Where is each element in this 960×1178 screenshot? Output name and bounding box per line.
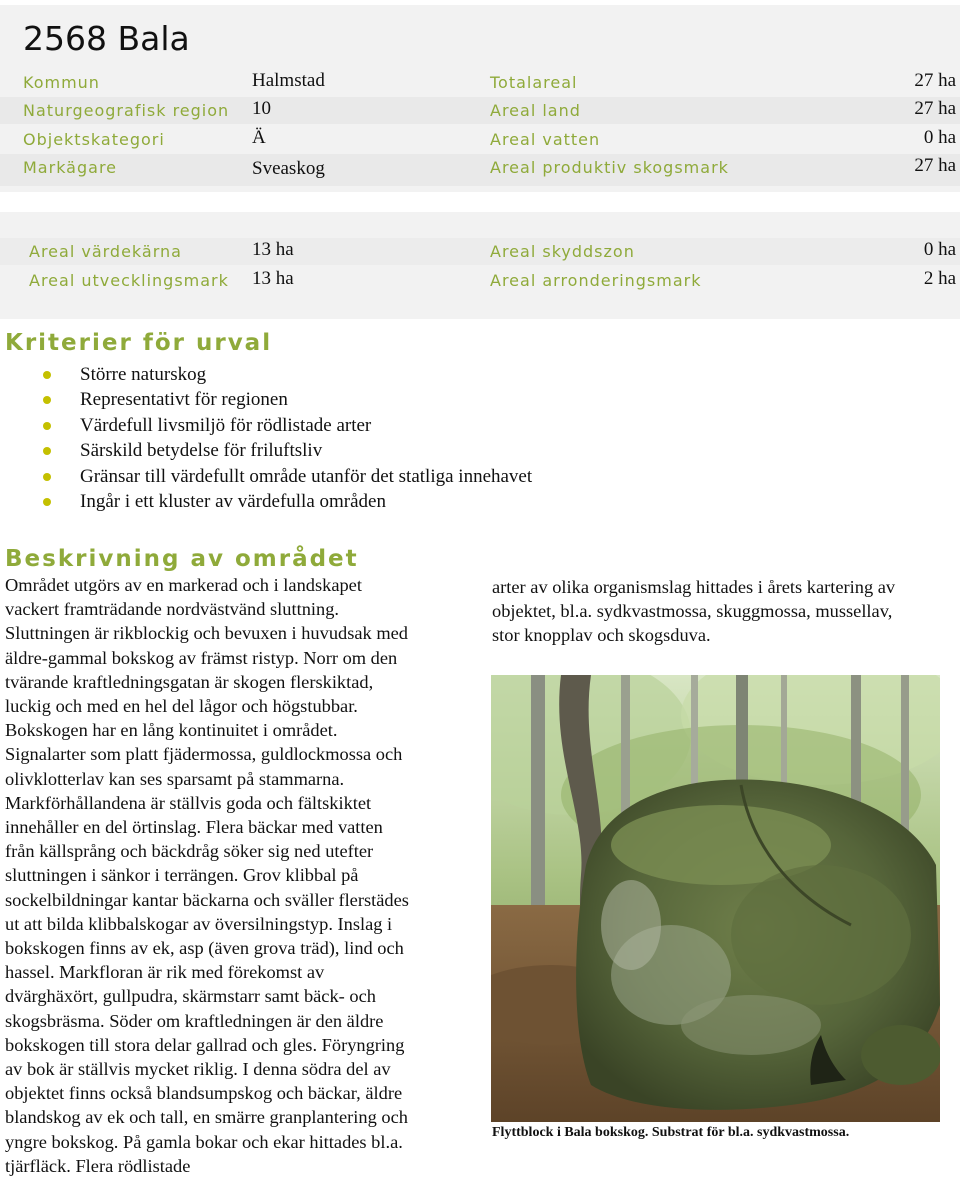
description-line: objektet finns också blandsumpskog och bäckar, äldre [5, 1083, 403, 1104]
info-value: Halmstad [252, 70, 325, 91]
info-label: Areal vatten [490, 130, 601, 149]
area-value: 2 ha [923, 268, 956, 289]
description-line: arter av olika organismslag hittades i årets kartering av [492, 577, 896, 597]
description-line: luckig och med en hel del lågor och högstubbar. [5, 696, 358, 717]
description-line: ut att bilda klibbalskogar av översilningstyp. Inslag i [5, 913, 393, 934]
description-heading: Beskrivning av området [5, 546, 359, 572]
description-line: objektet, bl.a. sydkvastmossa, skuggmossa, mussellav, [492, 601, 893, 622]
bullet-icon [43, 396, 51, 404]
bullet-icon [43, 498, 51, 506]
criteria-item: Särskild betydelse för friluftsliv [0, 438, 532, 463]
description-line: innehåller en del örtinslag. Flera bäckar med vatten [5, 817, 383, 838]
description-left-column [5, 573, 470, 1178]
area-label: Areal arronderingsmark [490, 271, 702, 290]
header-panel [0, 5, 960, 192]
description-line: av bok är ställvis mycket riklig. I denna södra del av [5, 1059, 391, 1080]
criteria-item: Ingår i ett kluster av värdefulla områden [0, 489, 532, 514]
description-line: från källsprång och bäckdråg söker sig ned utefter [5, 841, 374, 862]
description-line: Området utgörs av en markerad och i landskapet [5, 575, 362, 595]
description-line: stor knopplav och skogsduva. [492, 625, 711, 646]
info-row [0, 154, 960, 186]
info-label: Objektskategori [23, 130, 165, 149]
area-value: 13 ha [252, 239, 294, 260]
info-label: Areal produktiv skogsmark [490, 158, 729, 177]
criteria-item: Större naturskog [0, 362, 532, 387]
criteria-item: Gränsar till värdefullt område utanför det statliga innehavet [0, 464, 532, 489]
area-panel [0, 212, 960, 319]
description-line: hassel. Markfloran är rik med förekomst av [5, 962, 325, 983]
info-row [0, 97, 960, 124]
description-line: Bokskogen har en lång kontinuitet i området. [5, 720, 338, 741]
area-row [0, 267, 960, 294]
description-line: Sluttningen är rikblockig och bevuxen i huvudsak med [5, 623, 408, 644]
info-label: Areal land [490, 101, 581, 120]
info-value: 27 ha [914, 98, 956, 119]
description-line: skogsbräsma. Söder om kraftledningen är den äldre [5, 1010, 384, 1031]
info-value: Sveaskog [252, 158, 325, 179]
page-title: 2568 Bala [23, 19, 190, 58]
criteria-heading: Kriterier för urval [5, 330, 273, 356]
description-line: Markförhållandena är ställvis goda och fältskiktet [5, 792, 372, 813]
criteria-list [0, 362, 532, 514]
criteria-item: Representativt för regionen [0, 387, 532, 412]
description-line: Signalarter som platt fjädermossa, guldlockmossa och [5, 744, 403, 765]
description-line: bokskogen till stora delar gallrad och gles. Föryngring [5, 1034, 405, 1055]
description-line: yngre bokskog. På gamla bokar och ekar hittades bl.a. [5, 1131, 403, 1152]
info-value: 0 ha [923, 127, 956, 148]
info-label: Naturgeografisk region [23, 101, 230, 120]
info-value: Ä [252, 127, 266, 148]
area-row [0, 238, 960, 265]
description-line: tvärande kraftledningsgatan är skogen flerskiktad, [5, 671, 374, 692]
info-row [0, 69, 960, 96]
info-value: 27 ha [914, 155, 956, 176]
info-value: 27 ha [914, 70, 956, 91]
criteria-item: Värdefull livsmiljö för rödlistade arter [0, 413, 532, 438]
info-value: 10 [252, 98, 271, 119]
bullet-icon [43, 447, 51, 455]
bullet-icon [43, 422, 51, 430]
info-label: Totalareal [490, 73, 578, 92]
photo-caption: Flyttblock i Bala bokskog. Substrat för bl.a. sydkvastmossa. [492, 1125, 850, 1140]
description-line: sluttningen i sänkor i terrängen. Grov klibbal på [5, 865, 359, 886]
info-label: Kommun [23, 73, 100, 92]
description-right-column [492, 575, 957, 648]
bullet-icon [43, 371, 51, 379]
description-line: äldre-gammal bokskog av främst ristyp. Norr om den [5, 647, 398, 668]
area-label: Areal värdekärna [29, 242, 182, 261]
area-label: Areal utvecklingsmark [29, 271, 229, 290]
area-value: 0 ha [923, 239, 956, 260]
info-label: Markägare [23, 158, 118, 177]
boulder-photo [491, 675, 940, 1122]
description-line: sockelbildningar kantar bäckarna och sväller flerstädes [5, 889, 409, 910]
description-line: dvärghäxört, gullpudra, skärmstarr samt bäck- och [5, 986, 376, 1007]
description-line: blandskog av ek och tall, en smärre granplantering och [5, 1107, 408, 1128]
description-line: vackert framträdande nordvästvänd sluttning. [5, 599, 339, 620]
info-row [0, 126, 960, 153]
bullet-icon [43, 473, 51, 481]
description-line: olivklotterlav kan ses sparsamt på stammarna. [5, 768, 345, 789]
area-label: Areal skyddszon [490, 242, 635, 261]
area-value: 13 ha [252, 268, 294, 289]
description-line: tjärfläck. Flera rödlistade [5, 1155, 191, 1176]
description-line: bokskogen finns av ek, asp (även grova träd), lind och [5, 938, 404, 959]
